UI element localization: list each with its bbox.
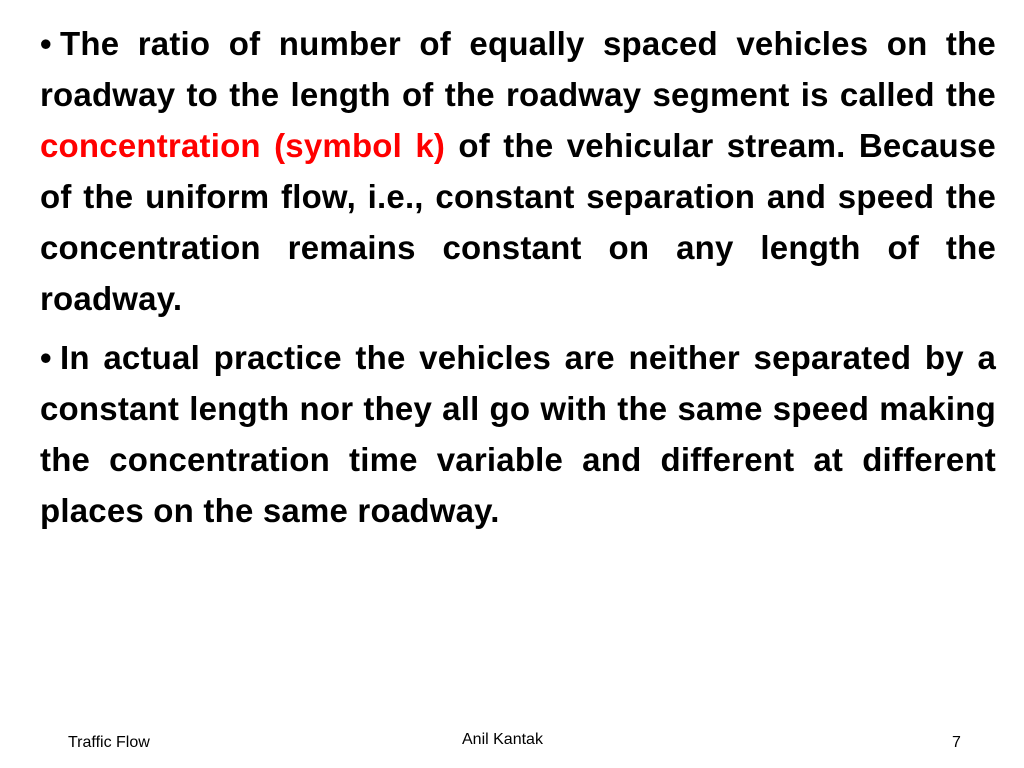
bullet-paragraph-concentration-definition — [40, 18, 996, 324]
bullet-text: In actual practice the vehicles are neither separated by a constant length nor they all go with the same speed making the concentration time variable and different at different places on the same roadway. — [40, 339, 996, 529]
bullet-text-before: The ratio of number of equally spaced vehicles on the roadway to the length of the roadway segment is called the — [40, 25, 996, 113]
page-number: 7 — [952, 734, 961, 751]
footer-title: Traffic Flow — [68, 734, 150, 751]
slide-body — [40, 18, 996, 544]
highlighted-term-concentration: concentration (symbol k) — [40, 127, 446, 164]
bullet-dot-icon: • — [40, 25, 52, 62]
bullet-paragraph-actual-practice — [40, 332, 996, 536]
bullet-text-after: of the vehicular stream. Because of the uniform flow, i.e., constant separation and speed the concentration remains constant on any length of the roadway. — [40, 127, 996, 317]
bullet-dot-icon: • — [40, 339, 52, 376]
footer-author: Anil Kantak — [462, 731, 543, 748]
